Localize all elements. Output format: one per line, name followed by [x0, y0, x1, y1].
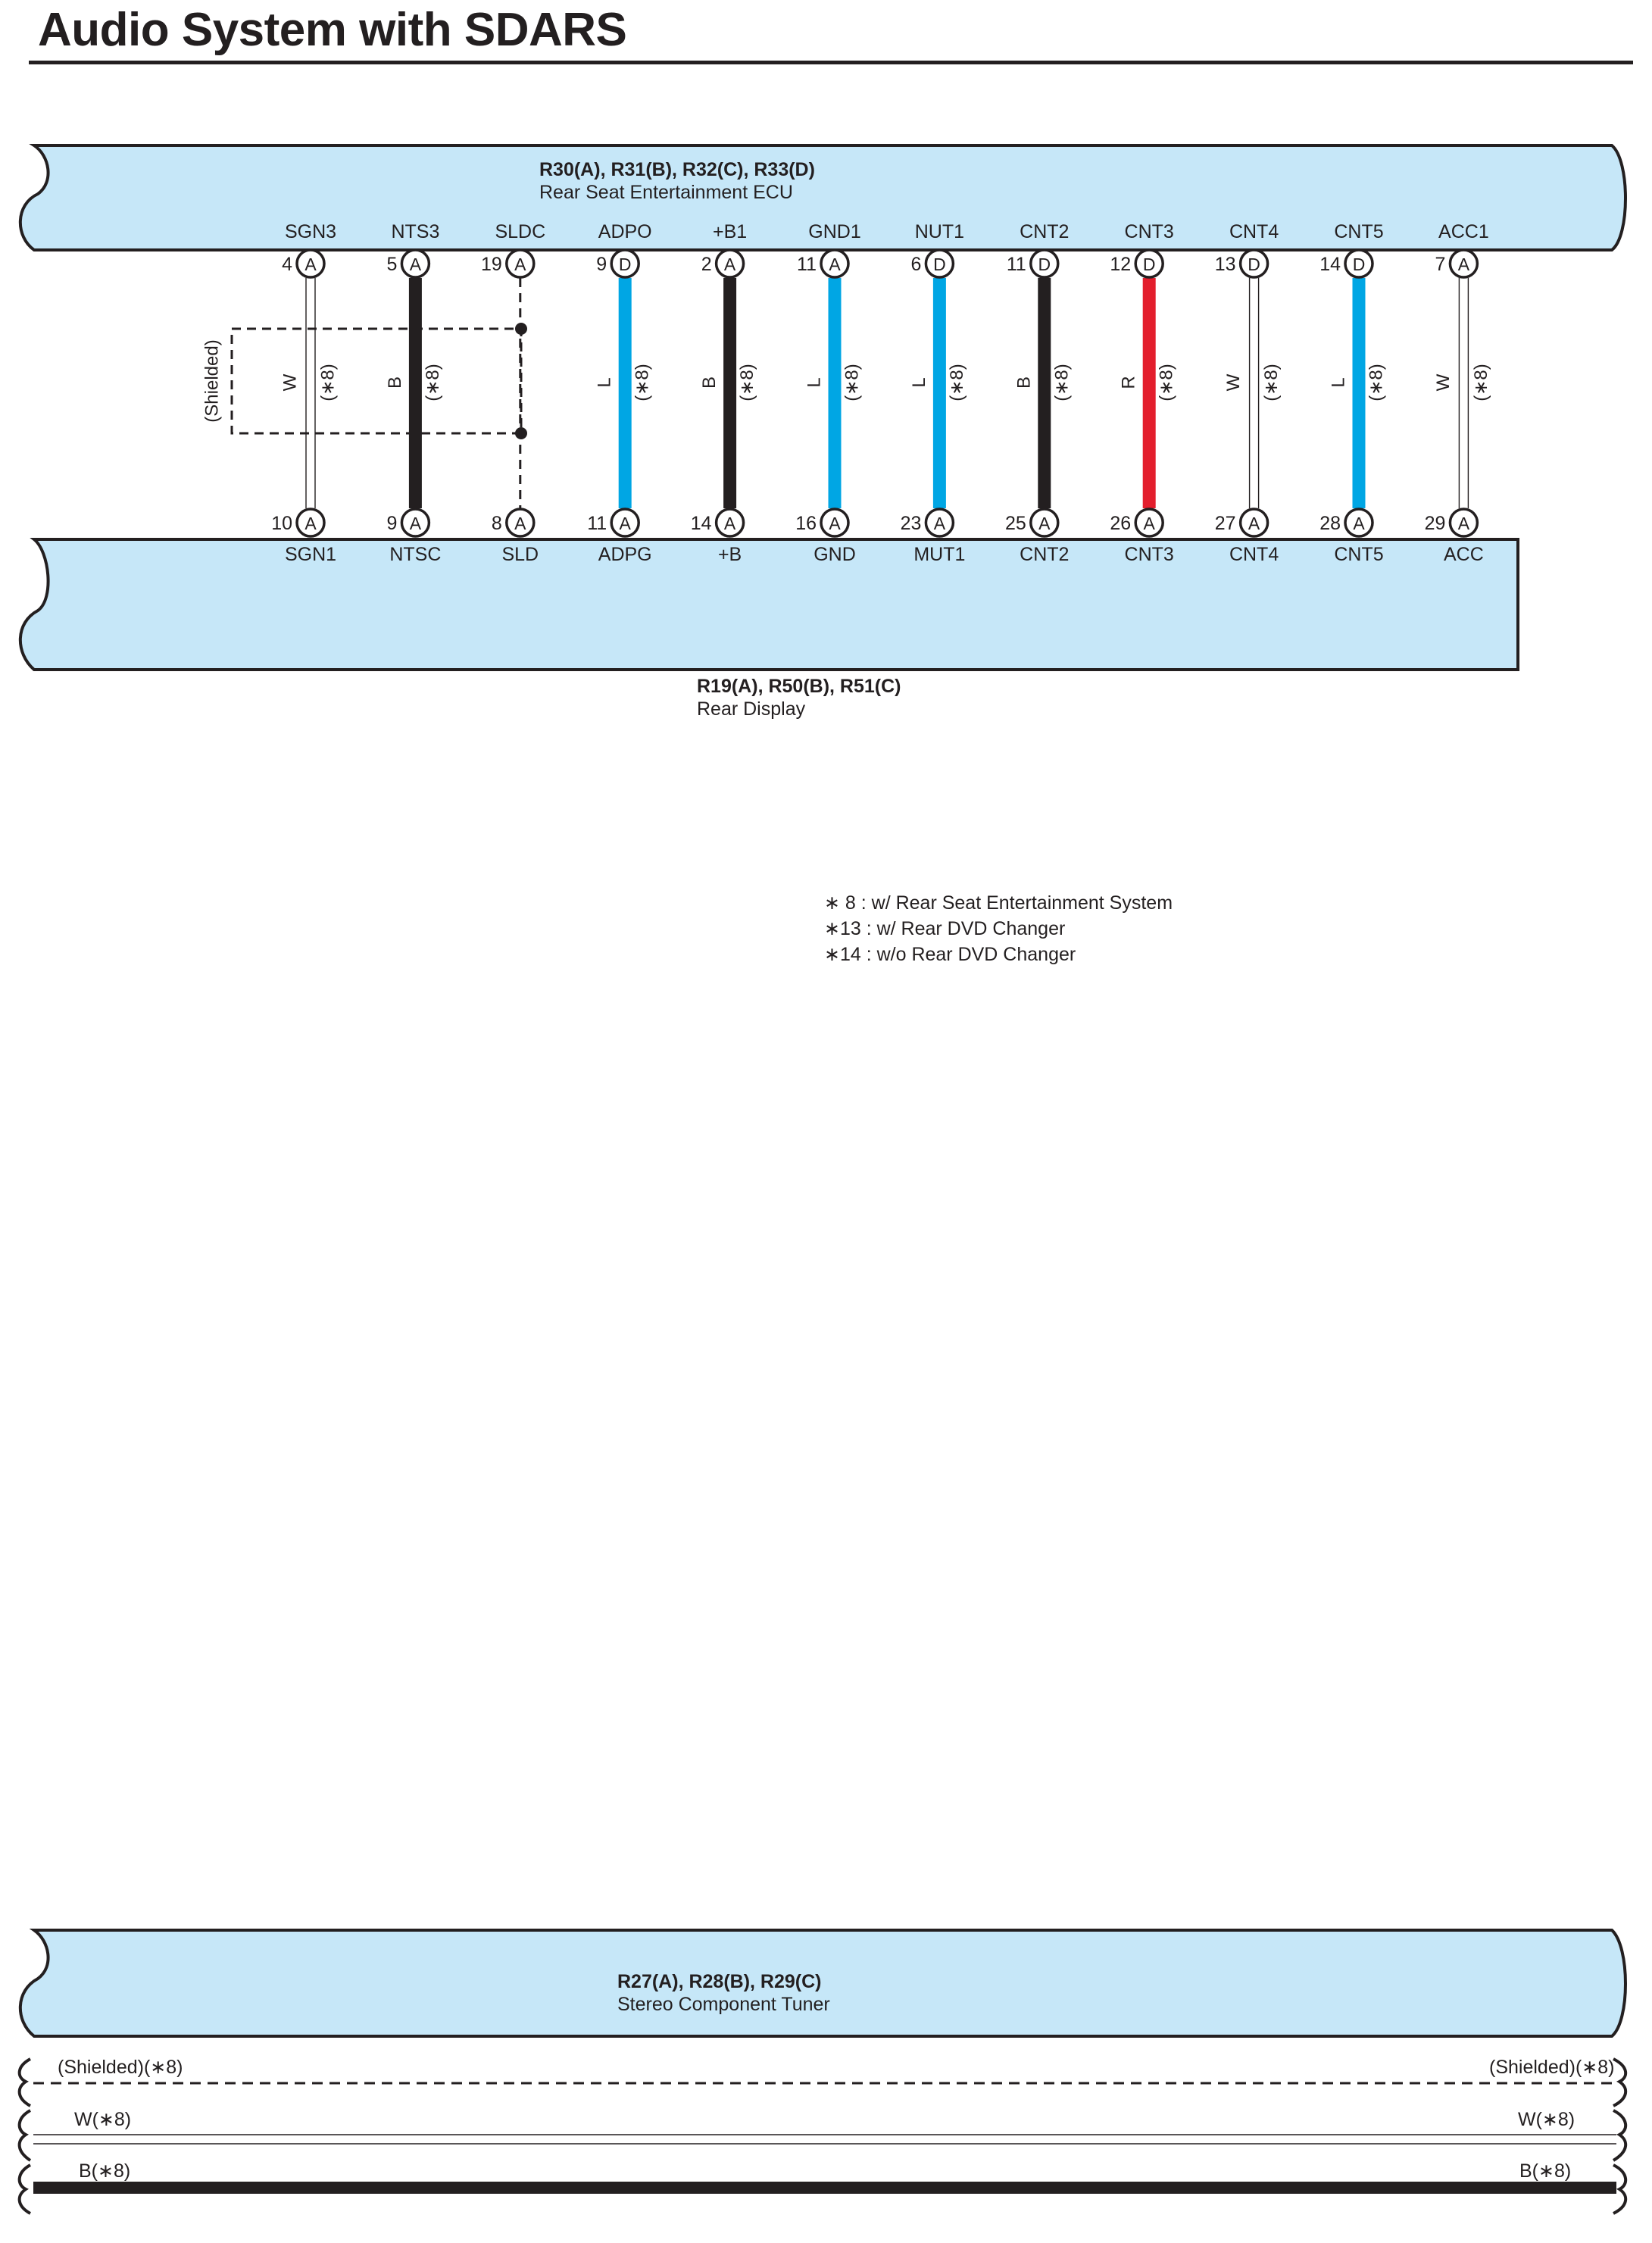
w-label-left: W(∗8) [74, 2109, 132, 2130]
display-pin-num-mut1: 23 [900, 513, 922, 534]
display-terminal-conn-cnt5: A [1353, 514, 1365, 533]
display-pin-num-adpg: 11 [587, 513, 607, 534]
display-pin-num-sgn1: 10 [271, 513, 292, 534]
note-13: ∗13 : w/ Rear DVD Changer [824, 918, 1066, 939]
ecu-terminal-conn-sldc: A [514, 255, 526, 274]
b-label-right: B(∗8) [1519, 2160, 1572, 2182]
display-pin-cnt2: CNT2 [1020, 544, 1070, 565]
ecu-pin-b1: +B1 [713, 221, 748, 242]
ecu-pin-cnt2: CNT2 [1020, 221, 1070, 242]
ecu-pin-num-sgn3: 4 [282, 254, 292, 275]
circuits-group [271, 221, 1491, 565]
display-terminal-conn-cnt3: A [1143, 514, 1155, 533]
wire-note-cnt2: (∗8) [1051, 364, 1073, 401]
ecu-pin-adpo: ADPO [598, 221, 652, 242]
display-terminal-conn-mut1: A [933, 514, 946, 533]
wire-note-cnt4: (∗8) [1261, 364, 1282, 401]
ecu-pin-num-cnt5: 14 [1319, 254, 1341, 275]
display-pin-num-sld: 8 [491, 513, 502, 534]
ecu-terminal-conn-b1: A [723, 255, 736, 274]
wire-note-b1: (∗8) [737, 364, 758, 401]
display-pin-num-cnt4: 27 [1214, 513, 1236, 534]
display-pin-num-gnd: 16 [795, 513, 817, 534]
page-title: Audio System with SDARS [38, 4, 627, 56]
ecu-terminal-conn-cnt4: D [1248, 255, 1260, 274]
ecu-pin-num-b1: 2 [701, 254, 712, 275]
display-terminal-conn-sgn1: A [304, 514, 317, 533]
wire-note-nut1: (∗8) [946, 364, 967, 401]
wire-color-gnd1: L [804, 377, 825, 388]
shield-box [232, 323, 527, 439]
ecu-pin-num-adpo: 9 [596, 254, 607, 275]
display-pin-b: +B [717, 544, 742, 565]
wire-note-gnd1: (∗8) [842, 364, 863, 401]
display-terminal-conn-sld: A [514, 514, 526, 533]
w-label-right: W(∗8) [1518, 2109, 1575, 2130]
wire-color-cnt5: L [1328, 377, 1349, 388]
ecu-terminal-conn-gnd1: A [829, 255, 841, 274]
display-code: R19(A), R50(B), R51(C) [697, 676, 901, 697]
ecu-pin-gnd1: GND1 [808, 221, 861, 242]
wire-note-acc1: (∗8) [1470, 364, 1491, 401]
ecu-pin-cnt4: CNT4 [1229, 221, 1279, 242]
wire-note-sgn3: (∗8) [317, 364, 339, 401]
ecu-terminal-conn-nts3: A [409, 255, 422, 274]
ecu-pin-num-cnt3: 12 [1110, 254, 1132, 275]
wire-note-cnt3: (∗8) [1156, 364, 1177, 401]
ecu-pin-cnt3: CNT3 [1124, 221, 1174, 242]
display-pin-num-ntsc: 9 [386, 513, 398, 534]
tuner-box[interactable] [20, 1930, 1625, 2036]
display-pin-num-cnt2: 25 [1004, 513, 1026, 534]
shield-label: (Shielded) [201, 339, 223, 423]
bottom-wires [20, 2059, 1626, 2213]
ecu-pin-num-nut1: 6 [910, 254, 922, 275]
wire-color-acc1: W [1432, 373, 1454, 392]
display-box[interactable] [20, 539, 1518, 670]
ecu-pin-num-cnt4: 13 [1214, 254, 1236, 275]
display-pin-mut1: MUT1 [913, 544, 966, 565]
ecu-pin-sgn3: SGN3 [284, 221, 337, 242]
ecu-pin-num-acc1: 7 [1435, 254, 1446, 275]
ecu-code: R30(A), R31(B), R32(C), R33(D) [539, 159, 815, 180]
note-8: ∗ 8 : w/ Rear Seat Entertainment System [824, 892, 1173, 914]
display-name: Rear Display [697, 698, 806, 720]
ecu-name: Rear Seat Entertainment ECU [539, 182, 793, 203]
display-terminal-conn-cnt2: A [1038, 514, 1051, 533]
ecu-pin-sldc: SLDC [495, 221, 546, 242]
wire-color-nts3: B [384, 376, 405, 389]
wire-color-b1: B [699, 376, 720, 389]
b-label-left: B(∗8) [79, 2160, 131, 2182]
display-pin-num-cnt3: 26 [1110, 513, 1132, 534]
display-pin-cnt5: CNT5 [1334, 544, 1384, 565]
ecu-pin-acc1: ACC1 [1438, 221, 1489, 242]
ecu-pin-num-gnd1: 11 [797, 254, 817, 275]
display-pin-sld: SLD [501, 544, 539, 565]
ecu-pin-cnt5: CNT5 [1334, 221, 1384, 242]
ecu-pin-nut1: NUT1 [914, 221, 965, 242]
wire-note-adpo: (∗8) [632, 364, 653, 401]
display-pin-gnd: GND [814, 544, 856, 565]
wire-color-cnt3: R [1118, 376, 1139, 389]
wire-color-sgn3: W [279, 373, 301, 392]
display-pin-num-b: 14 [690, 513, 712, 534]
display-pin-acc: ACC [1444, 544, 1484, 565]
ecu-terminal-conn-cnt5: D [1352, 255, 1366, 274]
display-pin-ntsc: NTSC [389, 544, 442, 565]
wire-note-cnt5: (∗8) [1366, 364, 1387, 401]
display-terminal-conn-ntsc: A [409, 514, 422, 533]
shielded-label-right: (Shielded)(∗8) [1489, 2057, 1615, 2078]
display-pin-cnt3: CNT3 [1124, 544, 1174, 565]
display-pin-adpg: ADPG [598, 544, 652, 565]
display-terminal-conn-b: A [723, 514, 736, 533]
note-14: ∗14 : w/o Rear DVD Changer [824, 944, 1076, 965]
display-terminal-conn-acc: A [1457, 514, 1470, 533]
ecu-terminal-conn-acc1: A [1457, 255, 1470, 274]
ecu-pin-nts3: NTS3 [391, 221, 440, 242]
tuner-code: R27(A), R28(B), R29(C) [617, 1971, 822, 1992]
display-pin-cnt4: CNT4 [1229, 544, 1279, 565]
ecu-terminal-conn-adpo: D [618, 255, 632, 274]
display-terminal-conn-adpg: A [619, 514, 631, 533]
ecu-terminal-conn-sgn3: A [304, 255, 317, 274]
display-terminal-conn-gnd: A [829, 514, 841, 533]
wire-color-adpo: L [594, 377, 615, 388]
ecu-terminal-conn-cnt3: D [1142, 255, 1156, 274]
ecu-pin-num-sldc: 19 [480, 254, 502, 275]
wire-note-nts3: (∗8) [422, 364, 443, 401]
ecu-pin-num-nts3: 5 [386, 254, 398, 275]
display-terminal-conn-cnt4: A [1248, 514, 1260, 533]
display-pin-num-cnt5: 28 [1319, 513, 1341, 534]
wire-color-cnt4: W [1223, 373, 1244, 392]
ecu-pin-num-cnt2: 11 [1006, 254, 1026, 275]
ecu-terminal-conn-cnt2: D [1038, 255, 1051, 274]
display-pin-num-acc: 29 [1424, 513, 1446, 534]
display-pin-sgn1: SGN1 [284, 544, 337, 565]
wire-color-cnt2: B [1013, 376, 1035, 389]
shielded-label-left: (Shielded)(∗8) [58, 2057, 183, 2078]
ecu-terminal-conn-nut1: D [933, 255, 946, 274]
tuner-name: Stereo Component Tuner [617, 1994, 830, 2015]
wire-color-nut1: L [908, 377, 929, 388]
